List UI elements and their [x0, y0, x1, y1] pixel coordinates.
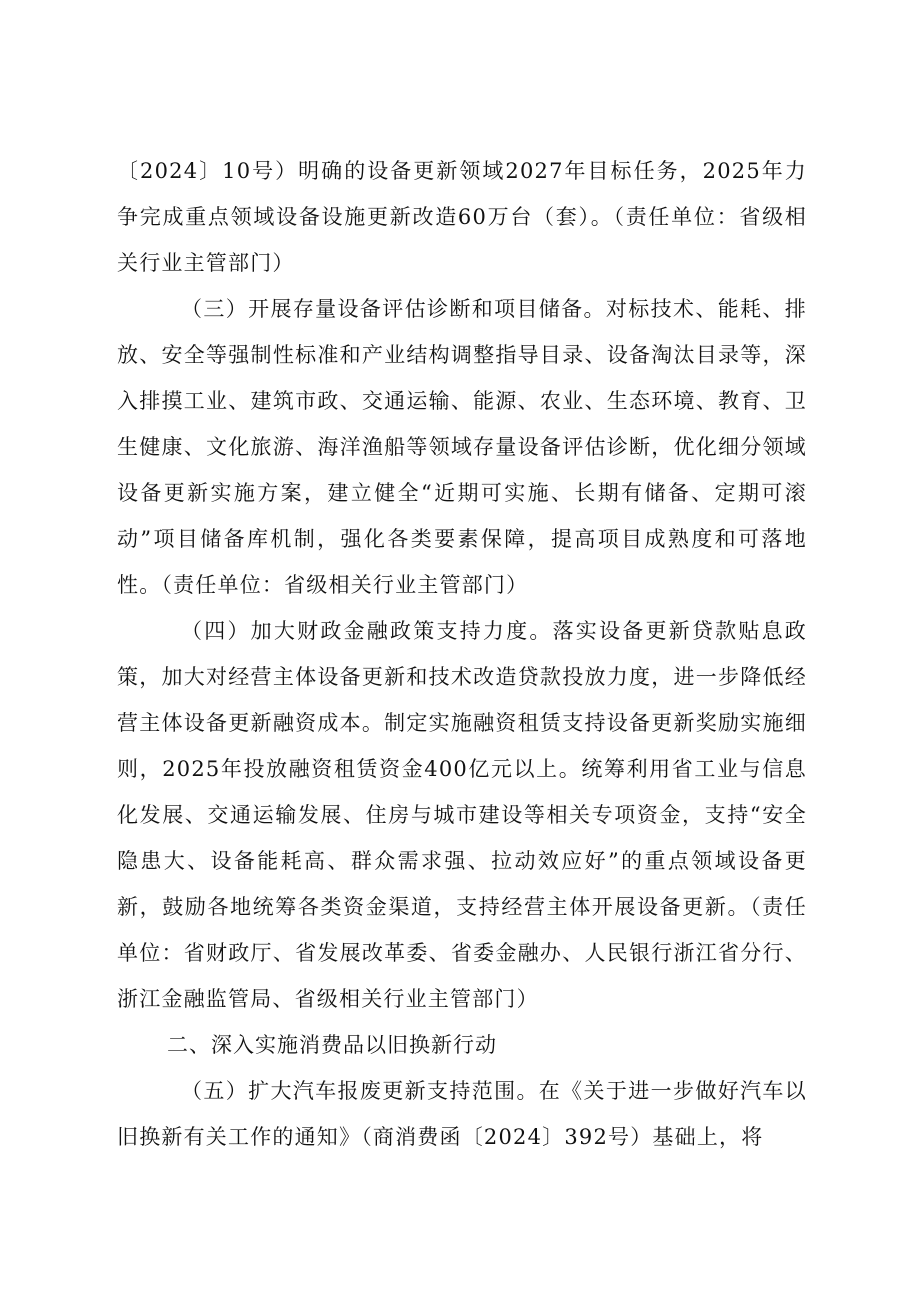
paragraph-item-4: （四）加大财政金融政策支持力度。落实设备更新贷款贴息政策，加大对经营主体设备更新和技术改造贷款投放力度，进一步降低经营主体设备更新融资成本。制定实施融资租赁支持设备更新奖励实施细则，2025年投放融资租赁资金400亿元以上。统筹利用省工业与信息化发展、交通运输发展、住房与城市建设等相关专项资金，支持“安全隐患大、设备能耗高、群众需求强、拉动效应好”的重点领域设备更新，鼓励各地统筹各类资金渠道，支持经营主体开展设备更新。（责任单位：省财政厅、省发展改革委、省委金融办、人民银行浙江省分行、浙江金融监管局、省级相关行业主管部门）: [117, 619, 807, 1011]
paragraph-continuation: 〔2024〕10号）明确的设备更新领域2027年目标任务，2025年力争完成重点领域设备设施更新改造60万台（套）。（责任单位：省级相关行业主管部门）: [117, 159, 807, 275]
paragraph-item-5: （五）扩大汽车报废更新支持范围。在《关于进一步做好汽车以旧换新有关工作的通知》（商消费函〔2024〕392号）基础上，将: [117, 1079, 807, 1149]
paragraph-item-3: （三）开展存量设备评估诊断和项目储备。对标技术、能耗、排放、安全等强制性标准和产业结构调整指导目录、设备淘汰目录等，深入排摸工业、建筑市政、交通运输、能源、农业、生态环境、教育、卫生健康、文化旅游、海洋渔船等领域存量设备评估诊断，优化细分领域设备更新实施方案，建立健全“近期可实施、长期有储备、定期可滚动”项目储备库机制，强化各类要素保障，提高项目成熟度和可落地性。（责任单位：省级相关行业主管部门）: [117, 297, 807, 597]
section-heading-2: 二、深入实施消费品以旧换新行动: [167, 1033, 497, 1057]
document-page: [117, 148, 807, 1160]
